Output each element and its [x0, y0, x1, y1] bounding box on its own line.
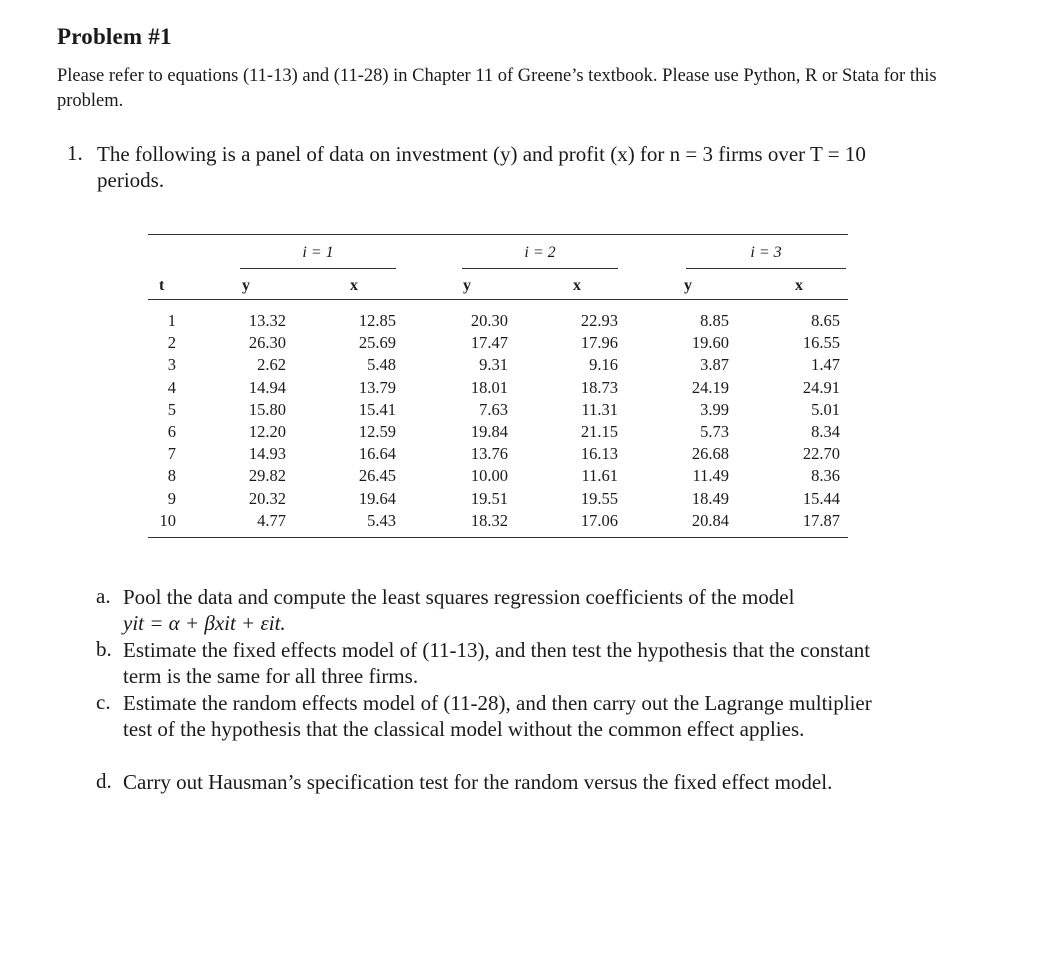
table-cell: 1	[167, 311, 176, 330]
table-cell: 16.64	[358, 444, 396, 464]
table-cell: 17.06	[580, 510, 618, 530]
table-cell: 15.80	[248, 399, 286, 419]
table-cell: 7.63	[479, 399, 508, 419]
table-cell: 18.32	[470, 510, 508, 530]
table-cell: 22.70	[802, 444, 840, 464]
part-d-label: d.	[96, 769, 112, 793]
table-cell: 13.32	[248, 311, 286, 330]
table-cell: 26.30	[248, 333, 286, 353]
table-cell: 7	[167, 444, 176, 464]
table-cell: 13.79	[358, 377, 396, 397]
col-header-t: t	[159, 277, 165, 294]
table-cell: 6	[167, 422, 176, 442]
table-cell: 20.32	[248, 488, 286, 508]
table-cell: 2	[167, 333, 176, 353]
table-cell: 1.47	[811, 355, 840, 375]
question-text: The following is a panel of data on investment (y) and profit (x) for n = 3 firms over T = 10 periods.	[97, 142, 866, 192]
table-cell: 25.69	[358, 333, 396, 353]
col-t	[140, 310, 176, 532]
table-cell: 4	[167, 377, 176, 397]
table-cell: 12.59	[358, 422, 396, 442]
table-cell: 15.41	[358, 399, 396, 419]
table-cell: 14.94	[248, 377, 286, 397]
table-cell: 19.84	[470, 422, 508, 442]
table-cell: 16.13	[580, 444, 618, 464]
table-cell: 5.43	[367, 510, 396, 530]
table-cell: 11.61	[581, 466, 618, 486]
col-x1	[340, 310, 396, 532]
table-cell: 14.93	[248, 444, 286, 464]
table-cell: 5.73	[700, 422, 729, 442]
group-rule-firm-3	[686, 268, 846, 269]
table-cell: 19.55	[580, 488, 618, 508]
table-cell: 17.87	[802, 510, 840, 530]
table-cell: 22.93	[580, 311, 618, 330]
table-top-rule	[148, 234, 848, 235]
table-cell: 18.49	[691, 488, 729, 508]
table-cell: 19.64	[358, 488, 396, 508]
table-cell: 8.34	[811, 422, 840, 442]
table-cell: 8.85	[700, 311, 729, 330]
table-cell: 20.30	[470, 311, 508, 330]
table-cell: 5.48	[367, 355, 396, 375]
question-number: 1.	[67, 141, 83, 165]
table-cell: 12.20	[248, 422, 286, 442]
col-header-x1: x	[350, 277, 358, 294]
table-cell: 21.15	[580, 422, 618, 442]
col-header-x3: x	[795, 277, 803, 294]
table-cell: 12.85	[358, 311, 396, 330]
col-header-x2: x	[573, 277, 581, 294]
part-a-text: Pool the data and compute the least squares regression coefficients of the model	[123, 585, 795, 609]
table-cell: 24.19	[691, 377, 729, 397]
table-cell: 20.84	[691, 510, 729, 530]
col-x2	[562, 310, 618, 532]
col-x3	[784, 310, 840, 532]
table-cell: 3	[167, 355, 176, 375]
table-cell: 19.51	[470, 488, 508, 508]
table-cell: 16.55	[802, 333, 840, 353]
col-header-y2: y	[463, 277, 471, 294]
col-y1	[230, 310, 286, 532]
table-cell: 24.91	[802, 377, 840, 397]
part-b-text: Estimate the fixed effects model of (11-13), and then test the hypothesis that the constant term is the same for all three firms.	[123, 638, 871, 688]
group-rule-firm-1	[240, 268, 396, 269]
table-cell: 15.44	[802, 488, 840, 508]
table-cell: 17.96	[580, 333, 618, 353]
problem-heading: Problem #1	[57, 24, 172, 49]
table-cell: 29.82	[248, 466, 286, 486]
col-header-y3: y	[684, 277, 692, 294]
part-c-text: Estimate the random effects model of (11-28), and then carry out the Lagrange multiplier test of the hypothesis that the classical model without the common effect applies.	[123, 691, 872, 741]
part-b-label: b.	[96, 637, 112, 661]
table-cell: 11.31	[581, 399, 618, 419]
table-cell: 26.45	[358, 466, 396, 486]
col-header-y1: y	[242, 277, 250, 294]
intro-paragraph: Please refer to equations (11-13) and (11-28) in Chapter 11 of Greene’s textbook. Please use Python, R or Stata for this problem.	[57, 66, 937, 111]
table-header-rule	[148, 299, 848, 300]
group-rule-firm-2	[462, 268, 618, 269]
table-cell: 8.36	[811, 466, 840, 486]
group-header-firm-3: i = 3	[750, 244, 782, 261]
col-y3	[673, 310, 729, 532]
group-header-firm-2: i = 2	[524, 244, 556, 261]
table-cell: 17.47	[470, 333, 508, 353]
table-bottom-rule	[148, 537, 848, 538]
table-cell: 11.49	[692, 466, 729, 486]
table-cell: 4.77	[257, 510, 286, 530]
table-cell: 3.99	[700, 399, 729, 419]
table-cell: 9	[167, 488, 176, 508]
part-d-text: Carry out Hausman’s specification test for the random versus the fixed effect model.	[123, 770, 833, 794]
table-cell: 9.31	[479, 355, 508, 375]
table-cell: 10.00	[470, 466, 508, 486]
table-cell: 2.62	[257, 355, 286, 375]
table-cell: 18.01	[470, 377, 508, 397]
table-cell: 18.73	[580, 377, 618, 397]
part-a-model-equation: yit = α + βxit + εit.	[123, 611, 286, 635]
table-cell: 9.16	[589, 355, 618, 375]
group-header-firm-1: i = 1	[302, 244, 334, 261]
table-cell: 13.76	[470, 444, 508, 464]
part-c-label: c.	[96, 690, 111, 714]
table-cell: 5.01	[811, 399, 840, 419]
part-a-label: a.	[96, 584, 111, 608]
table-cell: 26.68	[691, 444, 729, 464]
table-cell: 8.65	[811, 311, 840, 330]
table-cell: 8	[167, 466, 176, 486]
col-y2	[452, 310, 508, 532]
table-cell: 3.87	[700, 355, 729, 375]
table-cell: 10	[159, 510, 176, 530]
table-cell: 5	[167, 399, 176, 419]
table-cell: 19.60	[691, 333, 729, 353]
